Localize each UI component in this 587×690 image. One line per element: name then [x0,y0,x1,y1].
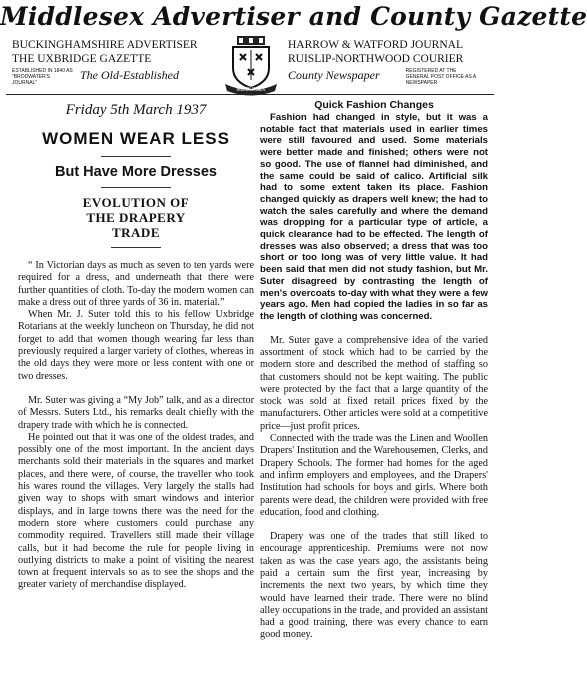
crest-emblem [223,36,279,94]
masthead-divider [6,94,494,95]
masthead-right [288,38,493,86]
article-paragraph: Fashion had changed in style, but it was a notable fact that materials used in earlier times were still favoured and used. Some materials were better made and finished; others were not so good. The use of flannel had diminished, and the same could be said of calico. Artificial silk had to some extent taken its place. Fashion changed quickly as drapers well knew; the had to watch the sales carefully and where the demand was dropping for a particular type of article, a quick clearance had to be effected. The length of dresses was also observed; a dress that was too short or too long was of very little value. It had been said that men did not study fashion, but Mr. Suter disagreed by contrasting the length of men's overcoats to-day with what they were a few years ago. Men had copied the ladies in so far as the length of clothing was concerned. [260,112,488,322]
masthead-right-italic: County Newspaper [288,68,380,82]
masthead-right-line-1: HARROW & WATFORD JOURNAL [288,39,463,51]
article-paragraph: He pointed out that it was one of the oldest trades, and possibly one of the most important. In the ancient days merchants sold their materials in the squares and market places, and there were, of course, the traveller who took his wares round the villages. Very largely the stalls had given way to shops with smart windows and interior displays, and in large towns there was the need for the modern store where customers could purchase any commodity required. Travellers still made their village calls, but it had become the rule for people living in outlying districts to make a point of visiting the nearest town at frequent intervals so as to see the shops and the greater variety of merchandise displayed. [18,431,254,591]
article-paragraph: When Mr. J. Suter told this to his fellow Uxbridge Rotarians at the weekly luncheon on Thursday, he did not forget to add that women though wearing far less than previously required a larger variety of clothes, whereas in the old days they were more or less content with one or two dresses. [18,309,254,382]
masthead-title: Middlesex Advertiser and County Gazette [0,2,587,31]
masthead-left-italic: The Old-Established [80,68,179,82]
article-subheadline: But Have More Dresses [55,164,217,180]
article-headline: WOMEN WEAR LESS [42,129,230,148]
masthead-left-line-2: THE UXBRIDGE GAZETTE [12,53,152,65]
section-title: EVOLUTION OF THE DRAPERY TRADE [82,195,190,240]
article-right-column [260,98,488,642]
masthead-right-line-2: RUISLIP-NORTHWOOD COURIER [288,53,464,65]
headline-rule [101,156,171,157]
section-heading: Quick Fashion Changes [314,99,434,111]
article-paragraph: Connected with the trade was the Linen and Woollen Drapers' Institution and the Warehousemen, Clerks, and Drapery Schools. The former had homes for the aged and infirm employers and employees, and the Drapers' Institution had schools for boys and girls. Where both parents were dead, the children were provided with free education, food and clothing. [260,433,488,518]
article-paragraph: Drapery was one of the trades that still liked to encourage apprenticeship. Premiums were not now taken as was the case years ago, the assistants being paid a certain sum the first year, increasing by increments the next two years, by which time they would have learned their trade. There were no blind alley occupations in the trade, and provided an assistant had a good training, there was every chance to earn good money. [260,531,488,641]
section-rule [111,247,161,248]
article-date: Friday 5th March 1937 [65,102,207,118]
subheadline-rule [101,187,171,188]
article-paragraph: “ In Victorian days as much as seven to ten yards were required for a dress, and underneath that there were further quantities of cloth. To-day the modern women can make a dress out of three yards of 36 in. material.” [18,260,254,308]
masthead-right-small: REGISTERED AT THE GENERAL POST OFFICE AS A NEWSPAPER [405,68,476,86]
masthead-left [12,38,217,86]
article-paragraph: Mr. Suter gave a comprehensive idea of the varied assortment of stock which had to be carried by the modern store and described the method of staffing so that customers should not be kept waiting. The public were protected by the fact that a large quantity of the stock was sold at fixed retail prices fixed by the manufacturers. Other articles were sold at a competitive price—just profit prices. [260,334,488,432]
masthead-left-line-1: BUCKINGHAMSHIRE ADVERTISER [12,39,198,51]
article-left-column [18,98,254,592]
masthead-left-small: ESTABLISHED IN 1840 AS "BRODWATER'S JOURNAL" [12,68,73,86]
crest-label: MIDDLESEX [236,87,266,93]
article-paragraph: Mr. Suter was giving a “My Job” talk, and as a director of Messrs. Suters Ltd., his remarks dealt chiefly with the drapery trade with which he is connected. [18,394,254,431]
